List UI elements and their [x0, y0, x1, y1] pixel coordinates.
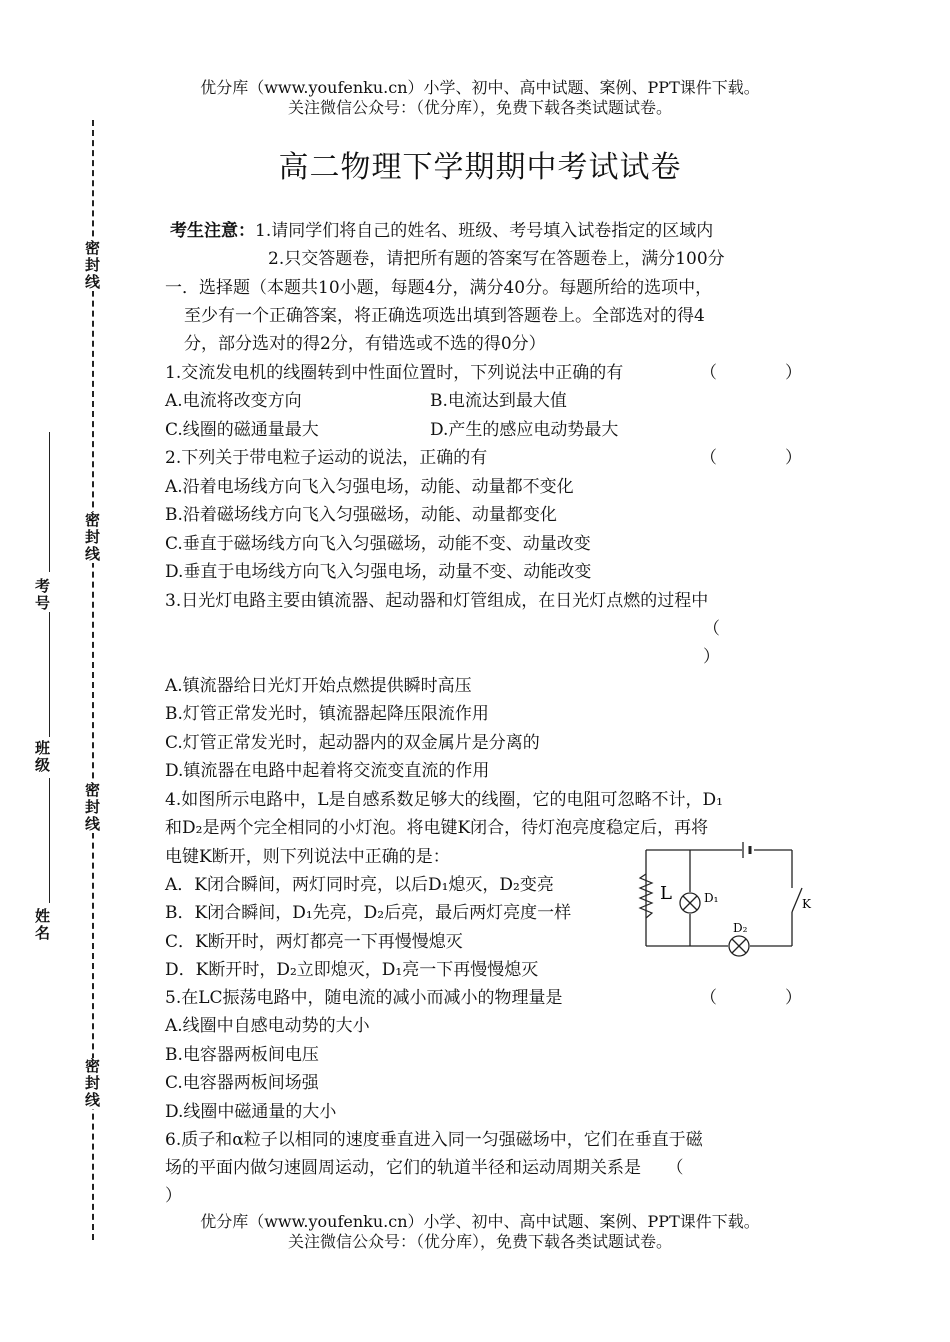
q1-option-d: D.产生的感应电动势最大 [430, 420, 619, 440]
header-line-2: 关注微信公众号：（优分库），免费下载各类试题试卷。 [287, 98, 672, 117]
seal-line-label: 密封线 [83, 240, 101, 291]
circuit-diagram [630, 838, 820, 963]
q1-option-c: C.线圈的磁通量最大 [165, 420, 319, 440]
seal-line-label: 密封线 [83, 512, 101, 563]
q3-option-b: B.灯管正常发光时，镇流器起降压限流作用 [165, 704, 489, 724]
q5-option-a: A.线圈中自感电动势的大小 [165, 1016, 370, 1036]
footer-line-2: 关注微信公众号：（优分库），免费下载各类试题试卷。 [287, 1232, 672, 1251]
q3-option-c: C.灯管正常发光时，起动器内的双金属片是分离的 [165, 733, 540, 753]
q4-option-c: C．K断开时，两灯都亮一下再慢慢熄灭 [165, 932, 463, 952]
label-K: K [802, 897, 811, 911]
q2-option-c: C.垂直于磁场线方向飞入匀强磁场，动能不变、动量改变 [165, 534, 591, 554]
notice-item-1: 1.请同学们将自己的姓名、班级、考号填入试卷指定的区域内 [255, 221, 714, 241]
q1-stem: 1.交流发电机的线圈转到中性面位置时，下列说法中正确的有 [165, 363, 624, 383]
label-L: L [660, 883, 672, 904]
q5-option-c: C.电容器两板间场强 [165, 1073, 319, 1093]
q3-option-d: D.镇流器在电路中起着将交流变直流的作用 [165, 761, 490, 781]
q4-option-a: A．K闭合瞬间，两灯同时亮，以后D₁熄灭，D₂变亮 [165, 875, 554, 895]
lamp-d2-icon [729, 936, 749, 956]
q2-answer-bracket[interactable]: （ ） [700, 448, 802, 468]
exam-no-label: 考号 [33, 578, 51, 612]
q5-answer-bracket[interactable]: （ ） [700, 988, 802, 1008]
notice-item-2: 2.只交答题卷，请把所有题的答案写在答题卷上，满分100分 [268, 249, 725, 269]
section-intro-line-2: 至少有一个正确答案，将正确选项选出填到答题卷上。全部选对的得4 [184, 306, 705, 326]
q4-stem-line-2: 和D₂是两个完全相同的小灯泡。将电键K闭合，待灯泡亮度稳定后，再将 [165, 818, 709, 838]
notice-label: 考生注意： [170, 221, 255, 241]
footer-line-1: 优分库（www.youfenku.cn）小学、初中、高中试题、案例、PPT课件下载。 [200, 1212, 760, 1231]
battery-icon [743, 842, 750, 858]
q4-stem-line-1: 4.如图所示电路中，L是自感系数足够大的线圈，它的电阻可忽略不计，D₁ [165, 790, 723, 810]
q5-option-d: D.线圈中磁通量的大小 [165, 1102, 337, 1122]
q2-option-d: D.垂直于电场线方向飞入匀强电场，动量不变、动能改变 [165, 562, 592, 582]
label-D2: D₂ [733, 921, 748, 935]
q6-stem-line-2: 场的平面内做匀速圆周运动，它们的轨道半径和运动周期关系是 （ [165, 1158, 684, 1178]
q3-option-a: A.镇流器给日光灯开始点燃提供瞬时高压 [165, 676, 472, 696]
class-label: 班级 [33, 740, 51, 774]
q4-option-d: D．K断开时，D₂立即熄灭，D₁亮一下再慢慢熄灭 [165, 960, 539, 980]
q1-option-b: B.电流达到最大值 [430, 391, 567, 411]
page-title: 高二物理下学期期中考试试卷 [278, 150, 682, 185]
name-label: 姓名 [33, 908, 51, 942]
q3-stem: 3.日光灯电路主要由镇流器、起动器和灯管组成，在日光灯点燃的过程中 [165, 591, 709, 611]
q5-stem: 5.在LC振荡电路中，随电流的减小而减小的物理量是 [165, 988, 563, 1008]
q1-option-a: A.电流将改变方向 [165, 391, 302, 411]
q2-option-b: B.沿着磁场线方向飞入匀强磁场，动能、动量都变化 [165, 505, 557, 525]
q1-answer-bracket[interactable]: （ ） [700, 363, 802, 383]
name-underline[interactable] [49, 778, 50, 903]
q6-stem-line-1: 6.质子和α粒子以相同的速度垂直进入同一匀强磁场中，它们在垂直于磁 [165, 1130, 703, 1150]
section-intro-line-3: 分，部分选对的得2分，有错选或不选的得0分） [184, 334, 546, 354]
notice-line-1 [170, 220, 713, 242]
class-underline[interactable] [49, 612, 50, 737]
exam-no-underline[interactable] [49, 432, 50, 572]
header-line-1: 优分库（www.youfenku.cn）小学、初中、高中试题、案例、PPT课件下载。 [200, 78, 760, 97]
label-D1: D₁ [704, 891, 719, 905]
q3-answer-bracket-open[interactable]: （ [703, 619, 720, 639]
q2-stem: 2.下列关于带电粒子运动的说法，正确的有 [165, 448, 488, 468]
q4-stem-line-3: 电键K断开，则下列说法中正确的是： [165, 847, 450, 867]
lamp-d1-icon [680, 893, 700, 913]
q6-answer-bracket-close[interactable]: ） [165, 1186, 182, 1206]
q5-option-b: B.电容器两板间电压 [165, 1045, 319, 1065]
seal-line-label: 密封线 [83, 1058, 101, 1109]
q3-answer-bracket-close[interactable]: ） [703, 647, 720, 667]
q4-option-b: B．K闭合瞬间，D₁先亮，D₂后亮，最后两灯亮度一样 [165, 903, 572, 923]
q2-option-a: A.沿着电场线方向飞入匀强电场，动能、动量都不变化 [165, 477, 574, 497]
section-intro-line-1: 一．选择题（本题共10小题，每题4分，满分40分。每题所给的选项中， [165, 278, 713, 298]
seal-line-label: 密封线 [83, 782, 101, 833]
